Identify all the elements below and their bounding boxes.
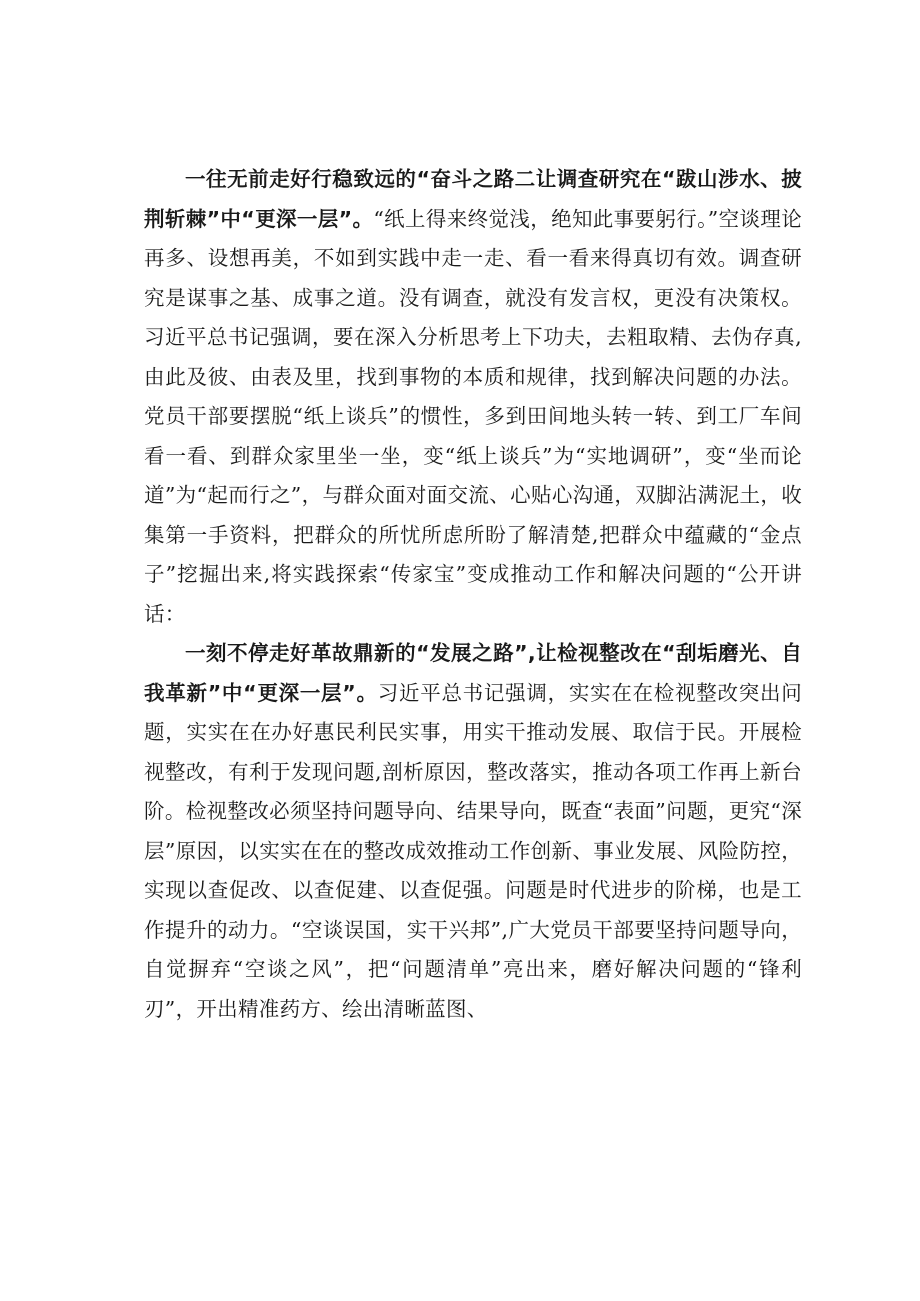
paragraph-2 xyxy=(144,634,802,1029)
paragraph-1 xyxy=(144,160,802,634)
paragraph-1-text: “纸上得来终觉浅，绝知此事要躬行。”空谈理论再多、设想再美，不如到实践中走一走、看一看来得真切有效。调查研究是谋事之基、成事之道。没有调查，就没有发言权，更没有决策权。习近平总书记强调，要在深入分析思考上下功夫，去粗取精、去伪存真,由此及彼、由表及里，找到事物的本质和规律，找到解决问题的办法。党员干部要摆脱“纸上谈兵”的惯性，多到田间地头转一转、到工厂车间看一看、到群众家里坐一坐，变“纸上谈兵”为“实地调研”，变“坐而论道”为“起而行之”，与群众面对面交流、心贴心沟通，双脚沾满泥土，收集第一手资料，把群众的所忧所虑所盼了解清楚,把群众中蕴藏的“金点子”挖掘出来,将实践探索“传家宝”变成推动工作和解决问题的“公开讲话： xyxy=(144,206,802,626)
document-body xyxy=(144,160,802,1029)
paragraph-2-heading: 一刻不停走好革故鼎新的“发展之路”,让检视整改在“刮垢磨光、自我革新”中“更深一层”。 xyxy=(144,641,802,705)
paragraph-1-heading: 一往无前走好行稳致远的“奋斗之路二让调查研究在“跋山涉水、披荆斩棘”中“更深一层”。 xyxy=(144,167,802,231)
paragraph-2-text: 习近平总书记强调，实实在在检视整改突出问题，实实在在办好惠民利民实事，用实干推动发展、取信于民。开展检视整改，有利于发现问题,剖析原因，整改落实，推动各项工作再上新台阶。检视整改必须坚持问题导向、结果导向，既查“表面”问题，更究“深层”原因，以实实在在的整改成效推动工作创新、事业发展、风险防控，实现以查促改、以查促建、以查促强。问题是时代进步的阶梯，也是工作提升的动力。“空谈误国，实干兴邦”,广大党员干部要坚持问题导向，自觉摒弃“空谈之风”，把“问题清单”亮出来，磨好解决问题的“锋利刃”，开出精准药方、绘出清晰蓝图、 xyxy=(144,680,802,1021)
